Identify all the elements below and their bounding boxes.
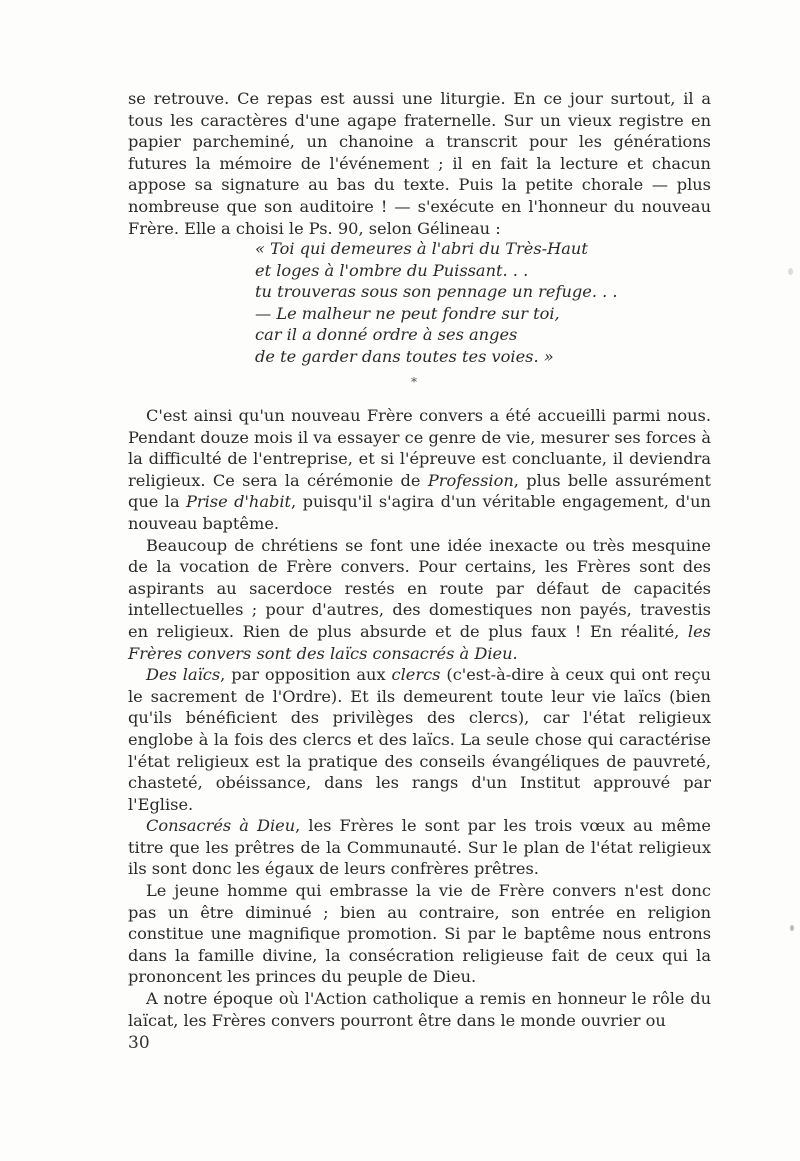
text-run: , les Frères le sont par les trois vœux au même titre que les prêtres de la Communauté. Sur le plan de l'état religieux ils sont donc les égaux de leurs confrères prêtres. bbox=[128, 816, 711, 879]
quote-line: — Le malheur ne peut fondre sur toi, bbox=[255, 303, 560, 323]
quote-line: tu trouveras sous son pennage un refuge. . . bbox=[255, 282, 618, 302]
intro-paragraph-block bbox=[128, 88, 711, 239]
paragraph-2 bbox=[128, 405, 711, 535]
quote-line: car il a donné ordre à ses anges bbox=[255, 325, 518, 345]
intro-paragraph: se retrouve. Ce repas est aussi une liturgie. En ce jour surtout, il a tous les caractères d'une agape fraternelle. Sur un vieux registre en papier parcheminé, un chanoine a transcrit pour les générations futures la mémoire de l'événement ; il en fait la lecture et chacun appose sa signature au bas du texte. Puis la petite chorale — plus nombreuse que son auditoire ! — s'exécute en l'honneur du nouveau Frère. Elle a choisi le Ps. 90, selon Gélineau : bbox=[128, 89, 711, 238]
quote-line: « Toi qui demeures à l'abri du Très-Haut bbox=[255, 239, 588, 258]
emphasis-freres-convers: les Frères convers sont des laïcs consacrés à Dieu. bbox=[128, 621, 711, 663]
text-run: Beaucoup de chrétiens se font une idée inexacte ou très mesquine de la vocation de Frère convers. Pour certains, les Frères sont des aspirants au sacerdoce restés en route par défaut de capacités intellectuelles ; pour d'autres, des domestiques non payés, travestis en religieux. Rien de plus absurde et de plus faux ! En réalité, bbox=[128, 535, 711, 641]
emphasis-profession: Profession bbox=[427, 470, 514, 490]
page-number: 30 bbox=[128, 1033, 150, 1053]
emphasis-prise-habit: Prise d'habit bbox=[186, 492, 292, 512]
emphasis-des-laics: Des laïcs bbox=[146, 665, 221, 685]
text-run: C'est ainsi qu'un nouveau Frère convers a été accueilli parmi nous. Pendant douze mois il va essayer ce genre de vie, mesurer ses forces à la difficulté de l'entreprise, et si l'épreuve est concluante, il deviendra religieux. Ce sera la cérémonie de bbox=[128, 406, 711, 490]
quote-line: de te garder dans toutes tes voies. » bbox=[255, 346, 554, 366]
paragraph-3 bbox=[128, 535, 711, 665]
text-run: , par opposition aux bbox=[220, 665, 392, 685]
main-text-block bbox=[128, 405, 711, 1031]
paragraph-4 bbox=[128, 664, 711, 815]
quote-line: et loges à l'ombre du Puissant. . . bbox=[255, 260, 529, 280]
paragraph-7: A notre époque où l'Action catholique a remis en honneur le rôle du laïcat, les Frères convers pourront être dans le monde ouvrier ou bbox=[128, 989, 711, 1030]
section-separator: * bbox=[411, 375, 417, 389]
paper-mark bbox=[790, 925, 794, 931]
text-run: , puisqu'il s'agira d'un véritable engagement, d'un nouveau baptême. bbox=[128, 492, 711, 533]
emphasis-clercs: clercs bbox=[391, 665, 441, 685]
paragraph-5 bbox=[128, 815, 711, 880]
paragraph-6: Le jeune homme qui embrasse la vie de Frère convers n'est donc pas un être diminué ; bien au contraire, son entrée en religion constitue une magnifique promotion. Si par le baptême nous entrons dans la famille divine, la consécration religieuse fait de ceux qui la prononcent les princes du peuple de Dieu. bbox=[128, 881, 711, 987]
emphasis-consacres: Consacrés à Dieu bbox=[146, 816, 296, 836]
text-run: , plus belle assurément que la bbox=[128, 470, 711, 512]
text-run: (c'est-à-dire à ceux qui ont reçu le sacrement de l'Ordre). Et ils demeurent toute leur vie laïcs (bien qu'ils bénéficient des privilèges des clercs), car l'état religieux englobe à la fois des clercs et des laïcs. La seule chose qui caractérise l'état religieux est la pratique des conseils évangéliques de pauvreté, chasteté, obéissance, dans les rangs d'un Institut approuvé par l'Eglise. bbox=[128, 665, 711, 814]
psalm-quote bbox=[255, 238, 655, 368]
paper-mark bbox=[788, 268, 793, 275]
